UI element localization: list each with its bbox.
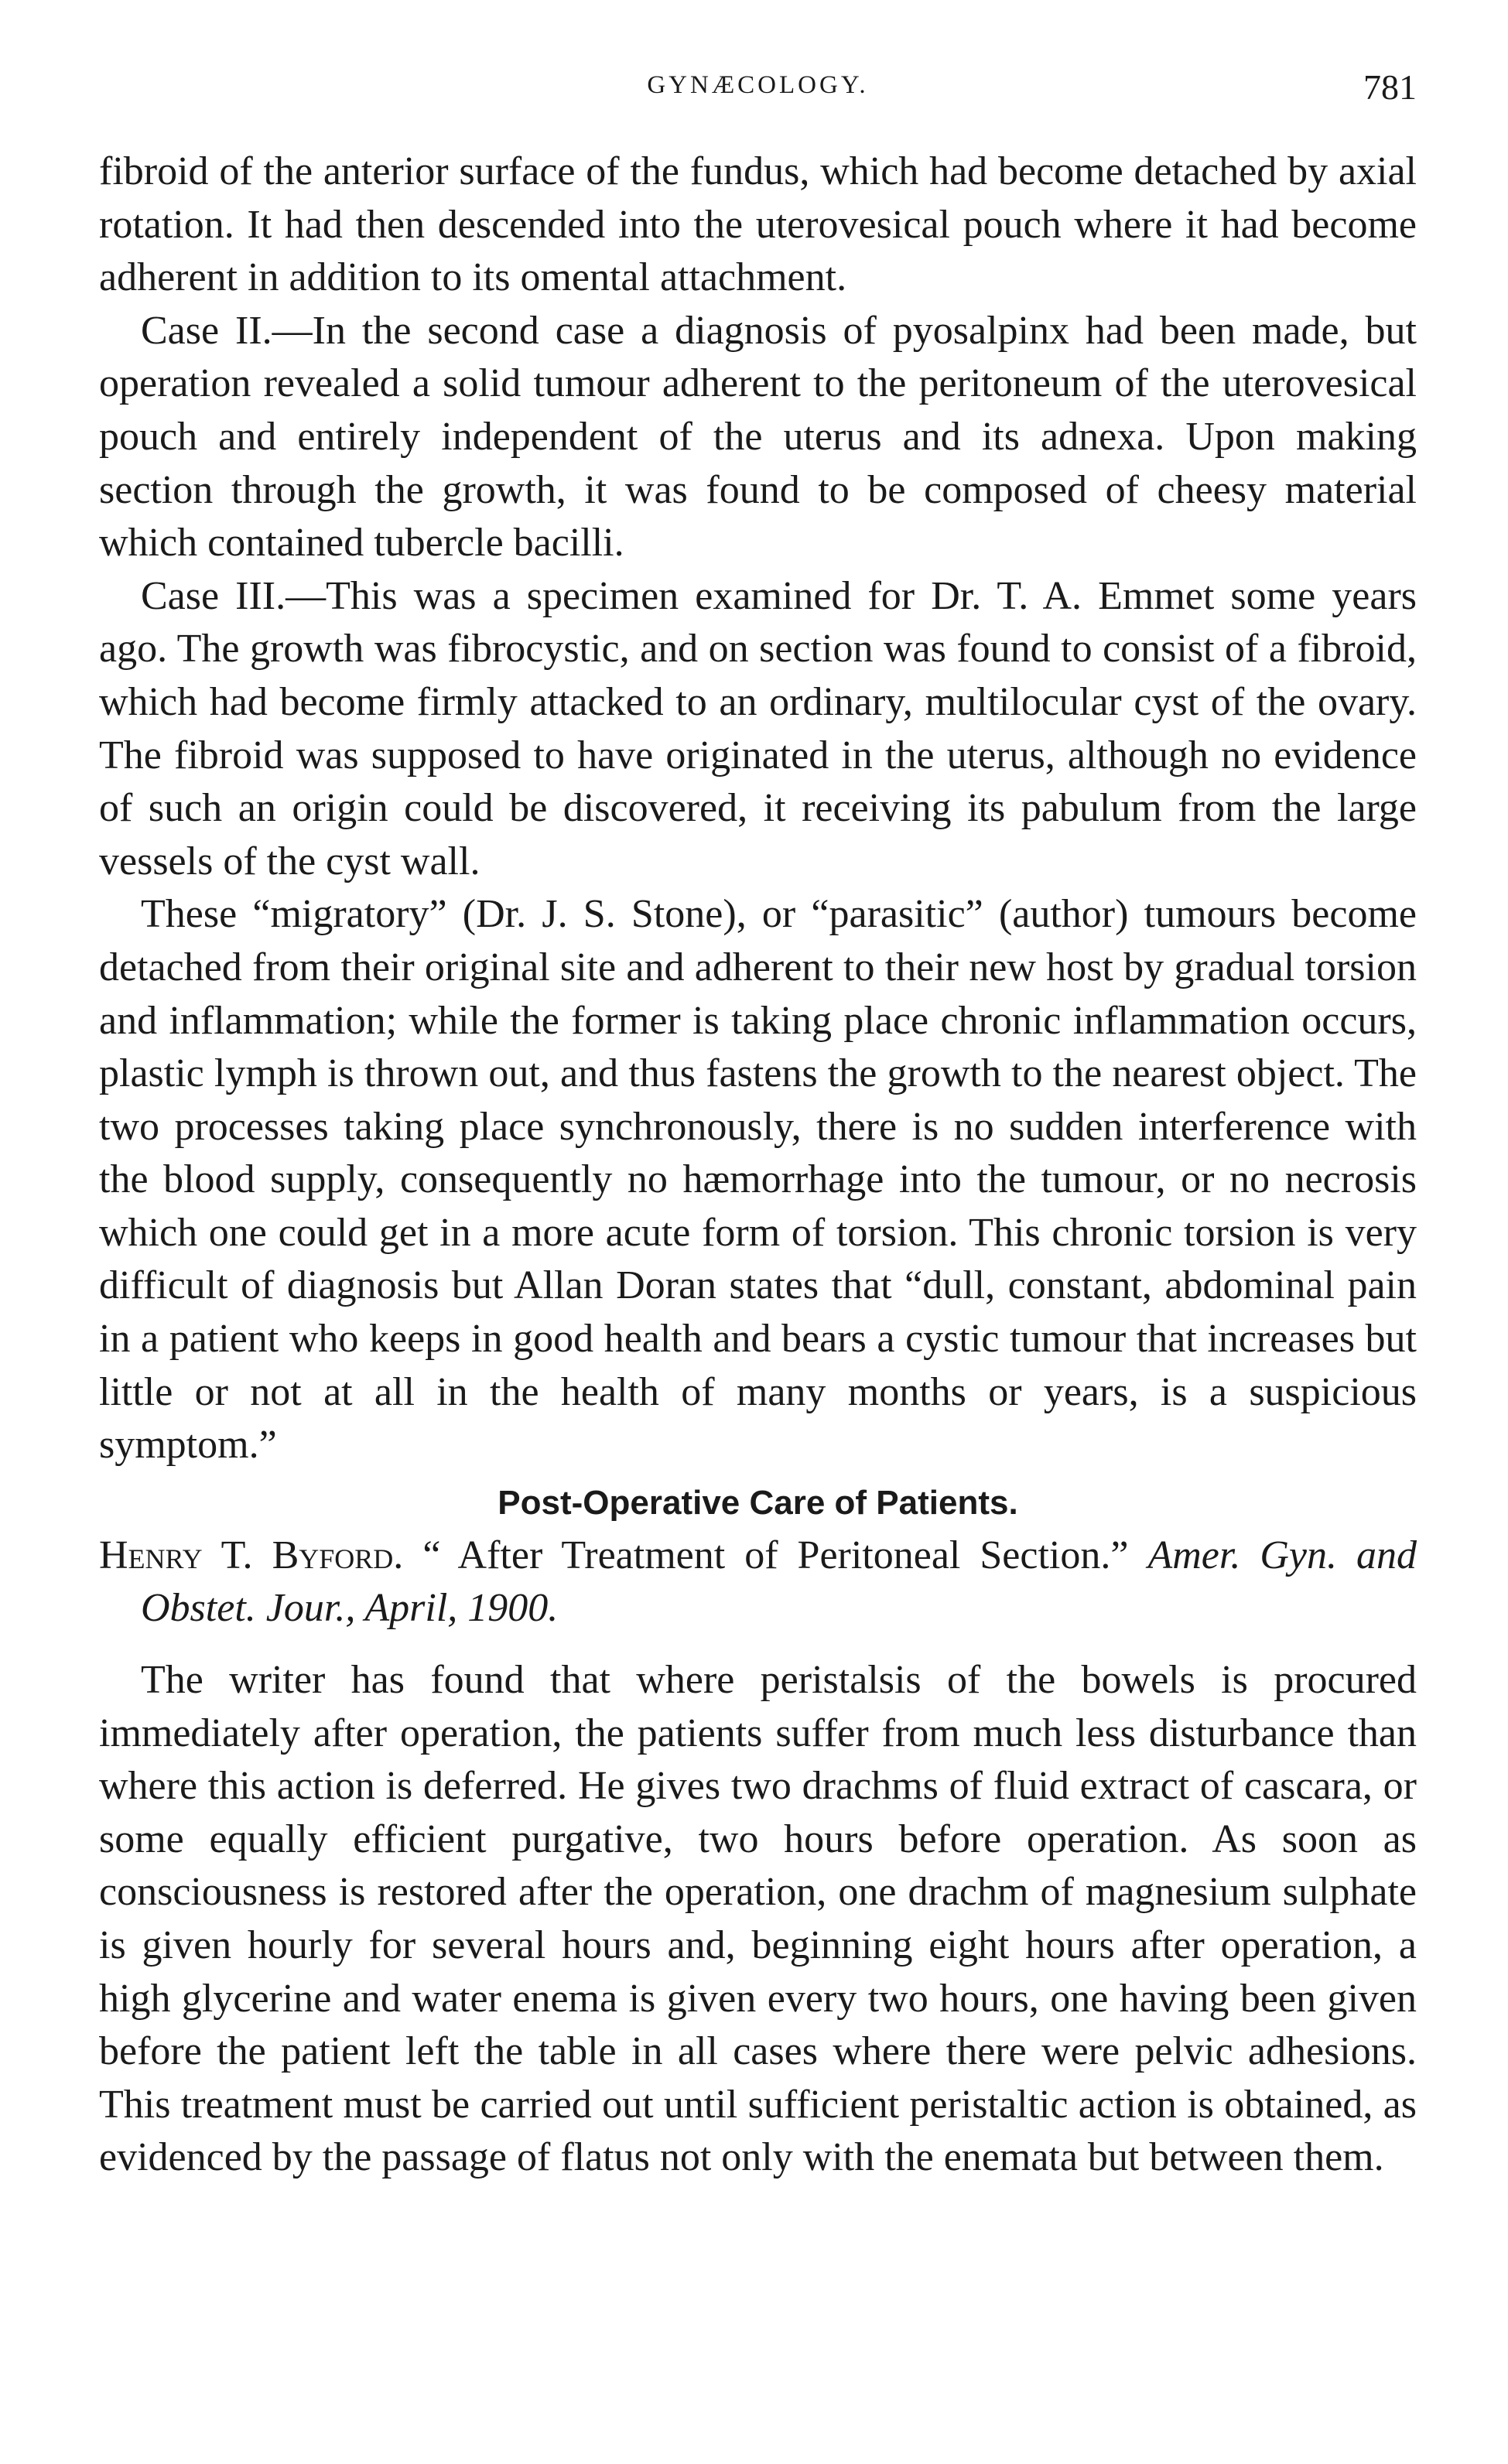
spacer	[99, 1635, 1417, 1654]
section-body-paragraph: The writer has found that where peristalsis of the bowels is procured immediately after operation, the patients suffer from much less disturbance than where this action is deferred. He gives two drachms of fluid extract of cascara, or some equally efficient purgative, two hours before operation. As soon as consciousness is restored after the operation, one drachm of magnesium sulphate is given hourly for several hours and, beginning eight hours after operation, a high glycerine and water enema is given every two hours, one having been given before the patient left the table in all cases where there were pelvic adhesions. This treatment must be carried out until sufficient peristaltic action is obtained, as evidenced by the passage of flatus not only with the enemata but between them.	[99, 1658, 1417, 2180]
migratory-tumours-paragraph: These “migratory” (Dr. J. S. Stone), or “parasitic” (author) tumours become detached from their original site and adherent to their new host by gradual torsion and inflammation; while the former is taking place chronic inflammation occurs, plastic lymph is thrown out, and thus fastens the growth to the nearest object. The two processes taking place synchronously, there is no sudden interference with the blood supply, consequently no hæmorrhage into the tumour, or no necrosis which one could get in a more acute form of torsion. This chronic torsion is very difficult of diagnosis but Allan Doran states that “dull, constant, abdominal pain in a patient who keeps in good health and bears a cystic tumour that increases but little or not at all in the health of many months or years, is a suspicious symptom.”	[99, 892, 1417, 1468]
page-header	[99, 67, 1417, 118]
page-number: 781	[1363, 67, 1417, 107]
citation-title: “ After Treatment of Peritoneal Section.”	[422, 1533, 1129, 1577]
case-3-paragraph: Case III.—This was a specimen examined for Dr. T. A. Emmet some years ago. The growth was fibrocystic, and on section was found to consist of a fibroid, which had become firmly attacked to an ordinary, multilocular cyst of the ovary. The fibroid was supposed to have originated in the uterus, although no evidence of such an origin could be discovered, it receiving its pabulum from the large vessels of the cyst wall.	[99, 573, 1417, 883]
running-head: GYNÆCOLOGY.	[647, 71, 869, 99]
citation	[99, 1529, 1417, 1635]
citation-author: Henry T. Byford.	[99, 1533, 404, 1577]
continuation-paragraph: fibroid of the anterior surface of the fundus, which had become detached by axial rotation. It had then descended into the uterovesical pouch where it had become adherent in addition to its omental attachment.	[99, 149, 1417, 300]
page-body	[99, 145, 1417, 2185]
case-2-paragraph: Case II.—In the second case a diagnosis of pyosalpinx had been made, but operation revealed a solid tumour adherent to the peritoneum of the uterovesical pouch and entirely independent of the uterus and its adnexa. Upon making section through the growth, it was found to be composed of cheesy material which contained tubercle bacilli.	[99, 308, 1417, 566]
section-title: Post-Operative Care of Patients.	[498, 1483, 1018, 1522]
citation-source: Amer. Gyn. and Obstet. Jour., April, 1900.	[141, 1533, 1417, 1631]
